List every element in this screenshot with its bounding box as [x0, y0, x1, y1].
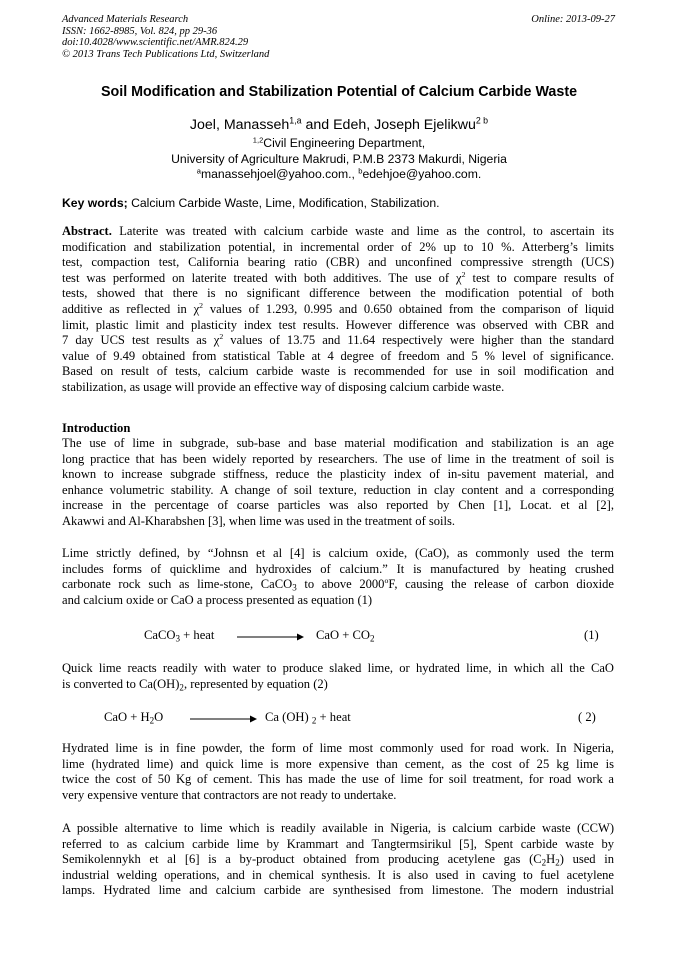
abstract-text: values of 13.75 and 11.64 respectively were higher than the standard	[223, 333, 614, 348]
text-line: referred to as calcium carbide lime by Krammart and Tangtermsirikul [5], Spent carbide waste by	[62, 836, 614, 851]
equation-2-number: ( 2)	[578, 710, 596, 724]
eq2-lhs-a: CaO + H	[104, 710, 150, 724]
emails	[0, 167, 678, 183]
section-heading-introduction: Introduction	[62, 421, 131, 435]
text-segment: Semikolennykh et al [6] is a by-product obtained from producing acetylene gas (C	[62, 852, 542, 867]
intro-paragraph-1	[62, 436, 614, 530]
text-line: industrial welding operations, and in chemical synthesis. It is also used in caving to fuel acetylene	[62, 867, 614, 882]
degree-sup: o	[384, 577, 389, 586]
journal-header	[62, 14, 269, 60]
text-line: increase in the percentage of coarse particles was also reported by Chen [1], Locat. et al [2],	[62, 498, 614, 513]
equation-2-rhs	[265, 710, 351, 725]
text-line	[62, 577, 614, 593]
chi-sup: 2	[461, 270, 466, 279]
author-2: Edeh, Joseph Ejelikwu	[333, 117, 476, 133]
text-line	[62, 852, 614, 868]
keywords-label: Key words;	[62, 196, 128, 210]
intro-paragraph-5	[62, 821, 614, 899]
text-line: includes forms of quicklime and hydroxides of calcium.” It is manufactured by heating crushed	[62, 561, 614, 576]
eq1-rhs-a: CaO + CO	[316, 628, 370, 642]
text-line: A possible alternative to lime which is readily available in Nigeria, is calcium carbide waste (CCW)	[62, 821, 614, 835]
abstract-line: value of 9.49 obtained from statistical Table at 4 degree of freedom and 5 % level of significance.	[62, 348, 614, 363]
copyright: © 2013 Trans Tech Publications Ltd, Switzerland	[62, 48, 270, 60]
authors-and: and	[301, 117, 334, 133]
subscript: 2	[179, 681, 184, 692]
text-segment: carbonate rock such as lime-stone, CaCO	[62, 577, 293, 592]
text-segment: , represented by equation (2)	[183, 676, 328, 691]
reaction-arrow-icon	[235, 631, 305, 643]
text-line: The use of lime in subgrade, sub-base and base material modification and stabilization is an age	[62, 436, 614, 450]
email-b-sup: b	[358, 166, 363, 176]
university: University of Agriculture Makrudi, P.M.B 2373 Makurdi, Nigeria	[171, 151, 507, 166]
text-segment: F, causing the release of carbon dioxide	[388, 577, 614, 592]
eq1-lhs-a: CaCO	[144, 628, 176, 642]
author-1: Joel, Manasseh	[189, 117, 290, 133]
abstract-line: stabilization, as usage will provide an effective way of disposing calcium carbide waste.	[62, 379, 505, 394]
abstract-text: 7 day UCS test results as χ	[62, 333, 220, 348]
text-line	[62, 677, 614, 693]
text-segment: to above 2000	[296, 577, 385, 592]
author-1-sup: 1,a	[289, 115, 302, 126]
subscript: 2	[541, 857, 547, 868]
eq2-rhs-a: Ca (OH)	[265, 710, 312, 724]
abstract-line	[62, 333, 614, 349]
text-segment: ) used in	[559, 852, 614, 867]
intro-paragraph-4	[62, 741, 614, 803]
text-segment: H	[546, 852, 556, 867]
abstract-line: tests, showed that there is no significant difference between the modification potential of both	[62, 286, 614, 301]
abstract-line: limit, plastic limit and plasticity index test results. However difference was observed with CBR and	[62, 317, 614, 332]
online-date: Online: 2013-09-27	[531, 14, 615, 25]
affil-sup: 1,2	[252, 135, 264, 145]
text-line: enhance volumetric stability. A change of soil texture, reduction in clay content and a corresponding	[62, 482, 614, 497]
eq2-rhs-b: + heat	[316, 710, 351, 724]
email-a: manassehjoel@yahoo.com.,	[200, 167, 355, 181]
text-segment: is converted to Ca(OH)	[62, 676, 180, 691]
reaction-arrow-icon	[188, 713, 258, 725]
abstract-text: Laterite was treated with calcium carbide waste and lime as the control, to ascertain its	[111, 224, 614, 238]
intro-paragraph-3	[62, 661, 614, 692]
text-line: twice the cost of 50 Kg of cement. This has made the use of lime for soil treatment, for road work a	[62, 772, 614, 787]
email-a-sup: a	[196, 166, 201, 176]
eq1-lhs-b: + heat	[180, 628, 215, 642]
intro-paragraph-2	[62, 546, 614, 608]
text-line: very expensive venture that contractors are not ready to undertake.	[62, 787, 397, 802]
abstract-label: Abstract.	[62, 224, 112, 238]
subscript: 2	[555, 857, 560, 868]
eq1-rhs-sub: 2	[369, 633, 375, 644]
affiliation	[0, 136, 678, 183]
abstract-line: Based on result of tests, calcium carbide waste is recommended for use in soil modification and	[62, 364, 614, 379]
eq2-lhs-sub: 2	[149, 715, 155, 726]
email-b: edehjoe@yahoo.com.	[362, 167, 482, 181]
abstract-line	[62, 271, 614, 287]
doi: doi:10.4028/www.scientific.net/AMR.824.29	[62, 37, 249, 48]
keywords-text: Calcium Carbide Waste, Lime, Modification, Stabilization.	[127, 196, 440, 210]
author-2-sup: 2 b	[475, 115, 489, 126]
eq1-lhs-sub: 3	[175, 633, 181, 644]
subscript: 3	[292, 582, 297, 593]
text-line: known to increase subgrade stiffness, reduce the plasticity index of in-situ pavement material, and	[62, 467, 614, 482]
abstract-line: test, compaction test, California bearing ratio (CBR) and unconfined compressive strength (UCS)	[62, 255, 614, 270]
eq2-lhs-b: O	[154, 710, 164, 724]
eq2-rhs-sub: 2	[311, 715, 317, 726]
department-line	[0, 136, 678, 152]
equation-2-lhs	[104, 710, 163, 725]
text-line: Hydrated lime is in fine powder, the form of lime most commonly used for road work. In Nigeria,	[62, 741, 614, 755]
text-line: long practice that has been widely reported by researchers. The use of lime in the treatment of soil is	[62, 451, 614, 466]
abstract-line	[62, 302, 614, 318]
issn: ISSN: 1662-8985, Vol. 824, pp 29-36	[62, 25, 218, 37]
text-line: lime (hydrated lime) and quick lime is more expensive than cement, as the cost of 25 kg lime is	[62, 756, 614, 771]
abstract-line: modification and stabilization potential, in incremental order of 2% up to 10 %. Atterberg’s limits	[62, 239, 614, 254]
paper-title: Soil Modification and Stabilization Potential of Calcium Carbide Waste	[100, 84, 578, 100]
equation-1-lhs	[144, 628, 214, 643]
chi-sup: 2	[199, 301, 204, 311]
authors	[0, 117, 678, 133]
department: Civil Engineering Department,	[263, 136, 426, 150]
journal-name: Advanced Materials Research	[62, 14, 189, 25]
text-line: lamps. Hydrated lime and calcium carbide are synthesised from limestone. The modern industrial	[62, 883, 614, 898]
text-line: Akawwi and Al-Kharabshen [3], when lime was used in the treatment of soils.	[62, 513, 456, 528]
text-line: and calcium oxide or CaO a process presented as equation (1)	[62, 592, 373, 607]
abstract-text: additive as reflected in χ	[62, 301, 200, 316]
keywords	[62, 196, 440, 210]
abstract-text: test to compare results of	[465, 270, 614, 285]
equation-1-rhs	[316, 628, 375, 643]
abstract-text: test was performed on laterite treated with both additives. The use of χ	[62, 270, 462, 285]
text-line: Lime strictly defined, by “Johnsn et al [4] is calcium oxide, (CaO), as commonly used the term	[62, 546, 614, 560]
abstract-text: values of 1.293, 0.995 and 0.650 obtained from the comparison of liquid	[203, 301, 614, 316]
equation-1-number: (1)	[584, 628, 599, 642]
text-line: Quick lime reacts readily with water to produce slaked lime, or hydrated lime, in which all the CaO	[62, 661, 614, 675]
abstract	[62, 224, 614, 396]
chi-sup: 2	[219, 333, 224, 342]
abstract-line	[62, 224, 614, 240]
